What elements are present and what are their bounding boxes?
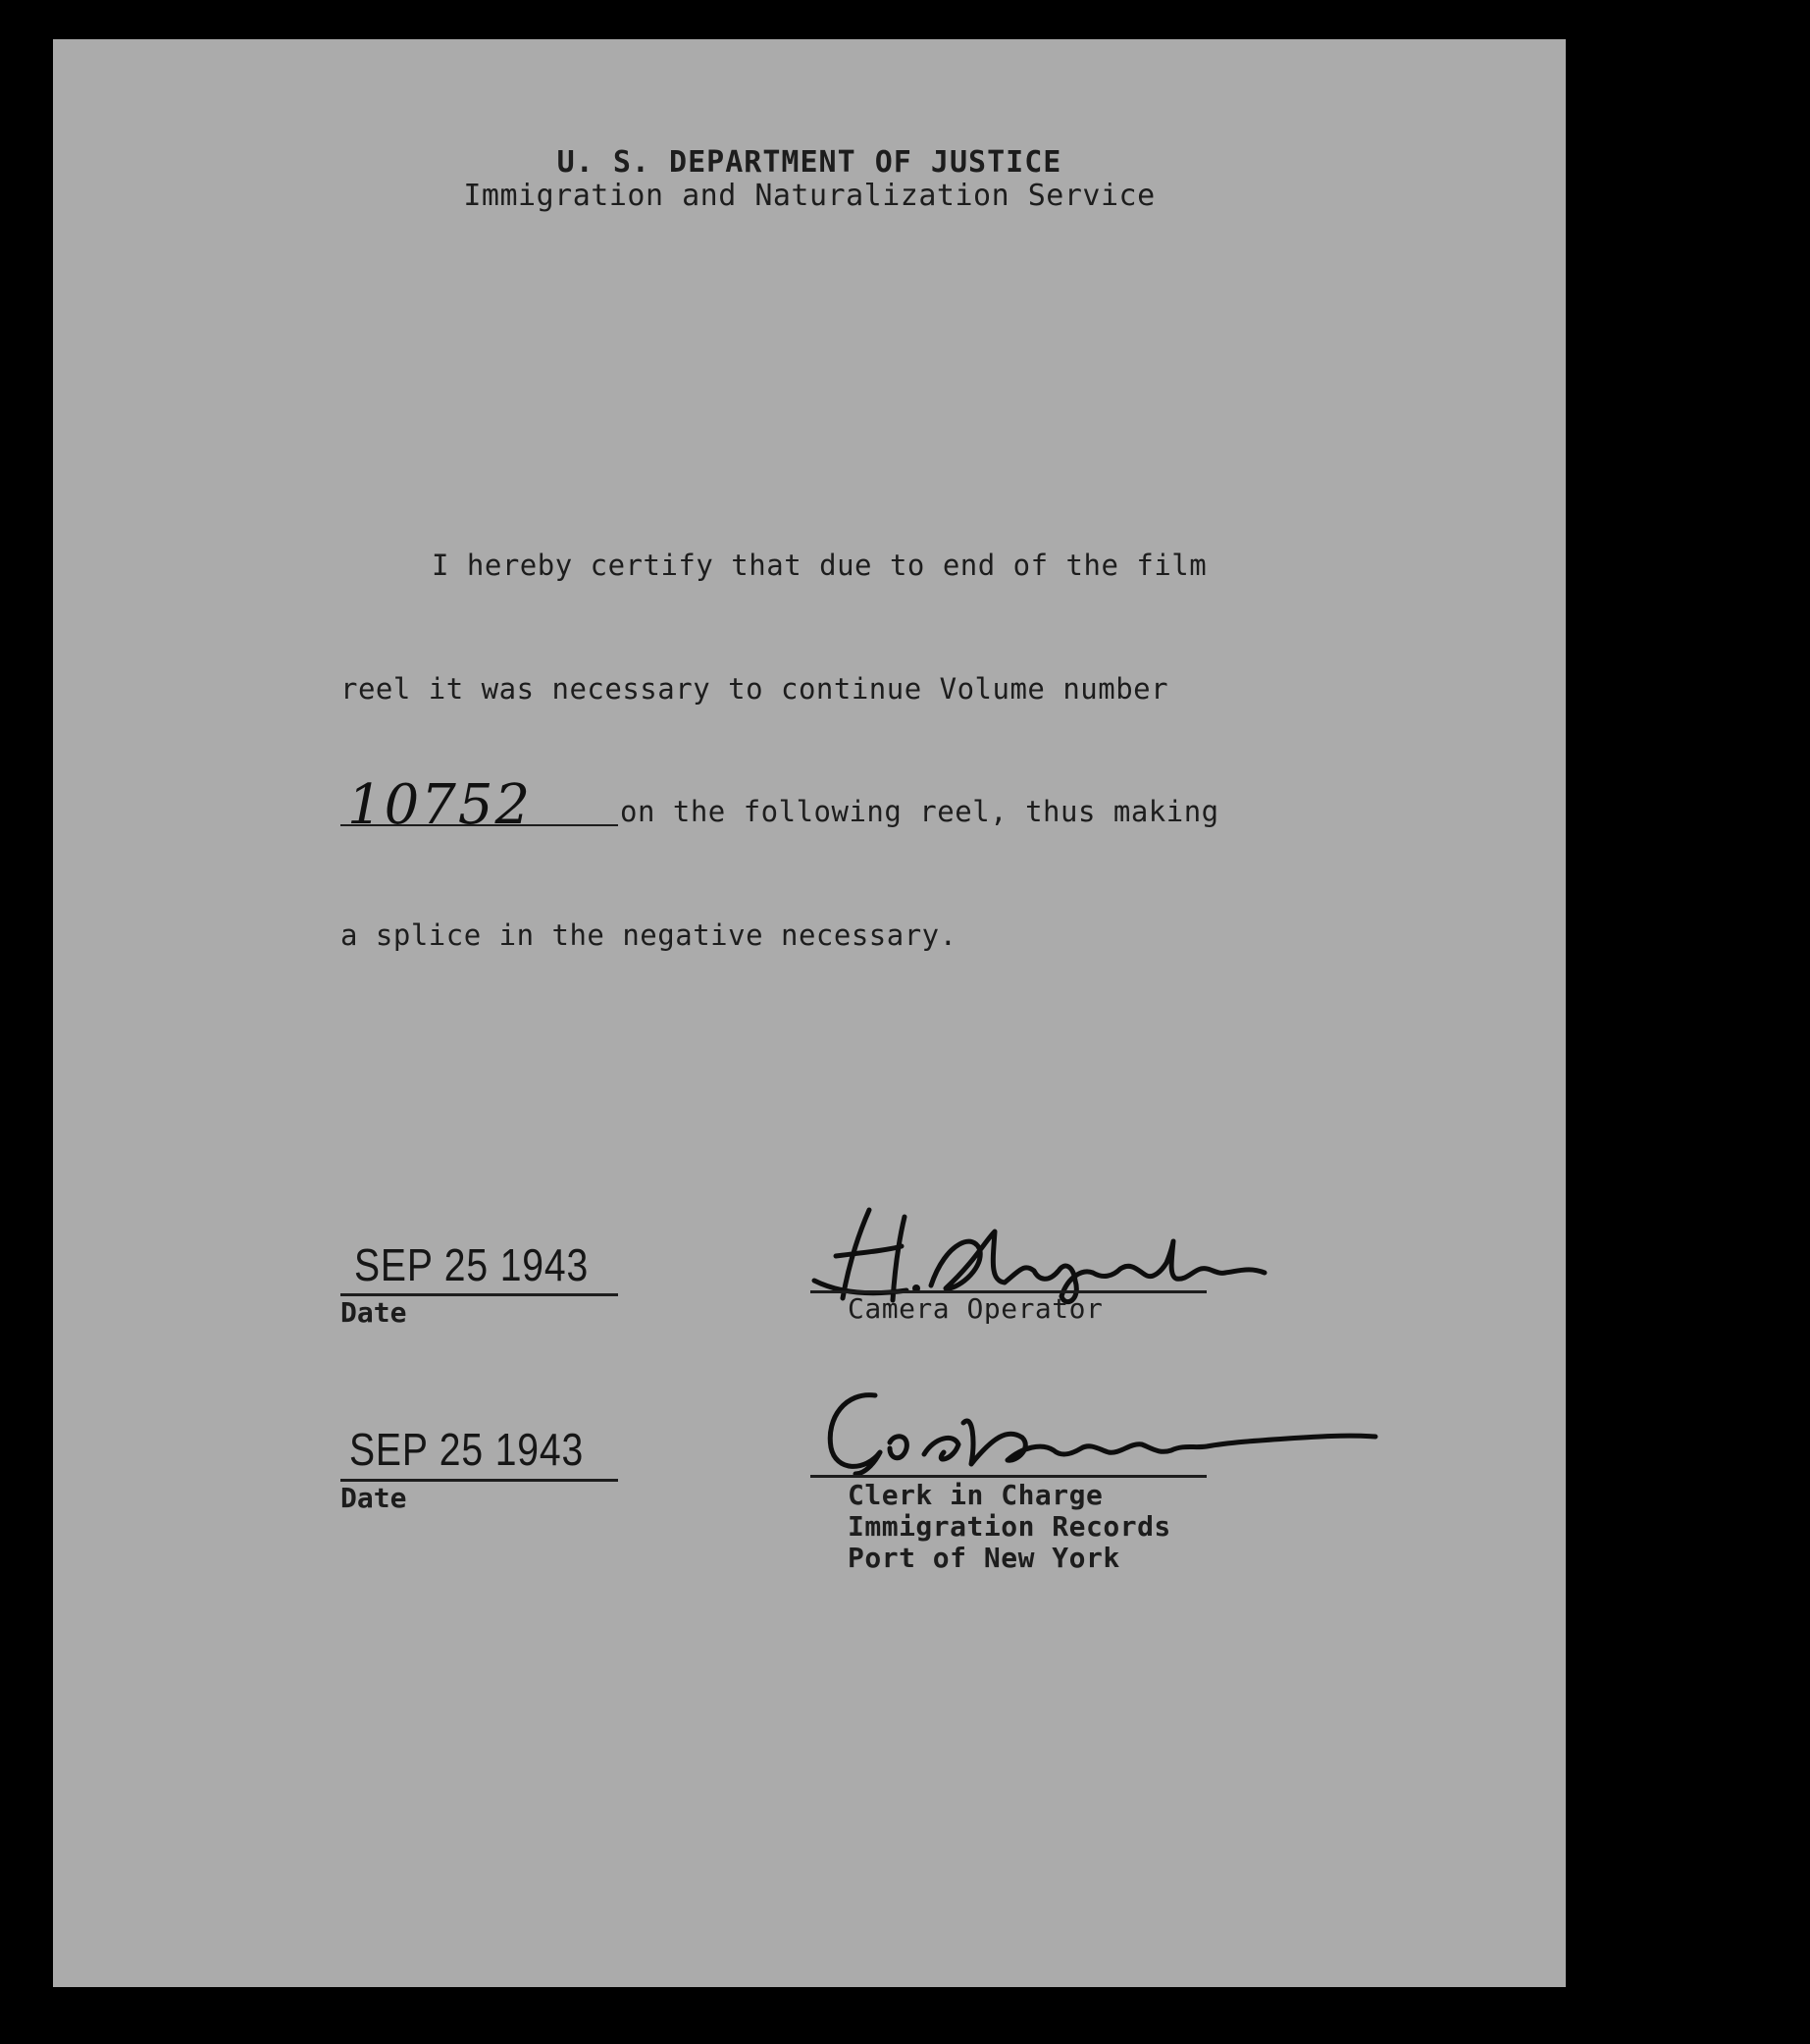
clerk-date-label: Date bbox=[340, 1482, 407, 1514]
clerk-rule bbox=[810, 1475, 1207, 1478]
camera-date-label: Date bbox=[340, 1296, 407, 1329]
clerk-title-block bbox=[848, 1480, 1171, 1574]
service-heading: Immigration and Naturalization Service bbox=[463, 179, 1156, 213]
certification-line-1: I hereby certify that due to end of the film bbox=[432, 549, 1208, 582]
camera-operator-title: Camera Operator bbox=[848, 1292, 1104, 1325]
clerk-title-line-1: Clerk in Charge bbox=[848, 1479, 1104, 1511]
agency-heading: U. S. DEPARTMENT OF JUSTICE bbox=[556, 145, 1062, 180]
clerk-title-line-2: Immigration Records bbox=[848, 1510, 1171, 1543]
certification-line-2: reel it was necessary to continue Volume number bbox=[340, 672, 1169, 706]
certification-line-3: on the following reel, thus making bbox=[620, 795, 1219, 828]
volume-number-handwritten: 10752 bbox=[347, 773, 533, 837]
camera-date-stamp: SEP 25 1943 bbox=[354, 1239, 590, 1290]
document-page bbox=[53, 39, 1566, 1987]
clerk-date-stamp: SEP 25 1943 bbox=[349, 1424, 585, 1475]
clerk-signature bbox=[797, 1384, 1385, 1482]
clerk-title-line-3: Port of New York bbox=[848, 1542, 1120, 1574]
certification-line-4: a splice in the negative necessary. bbox=[340, 918, 957, 952]
